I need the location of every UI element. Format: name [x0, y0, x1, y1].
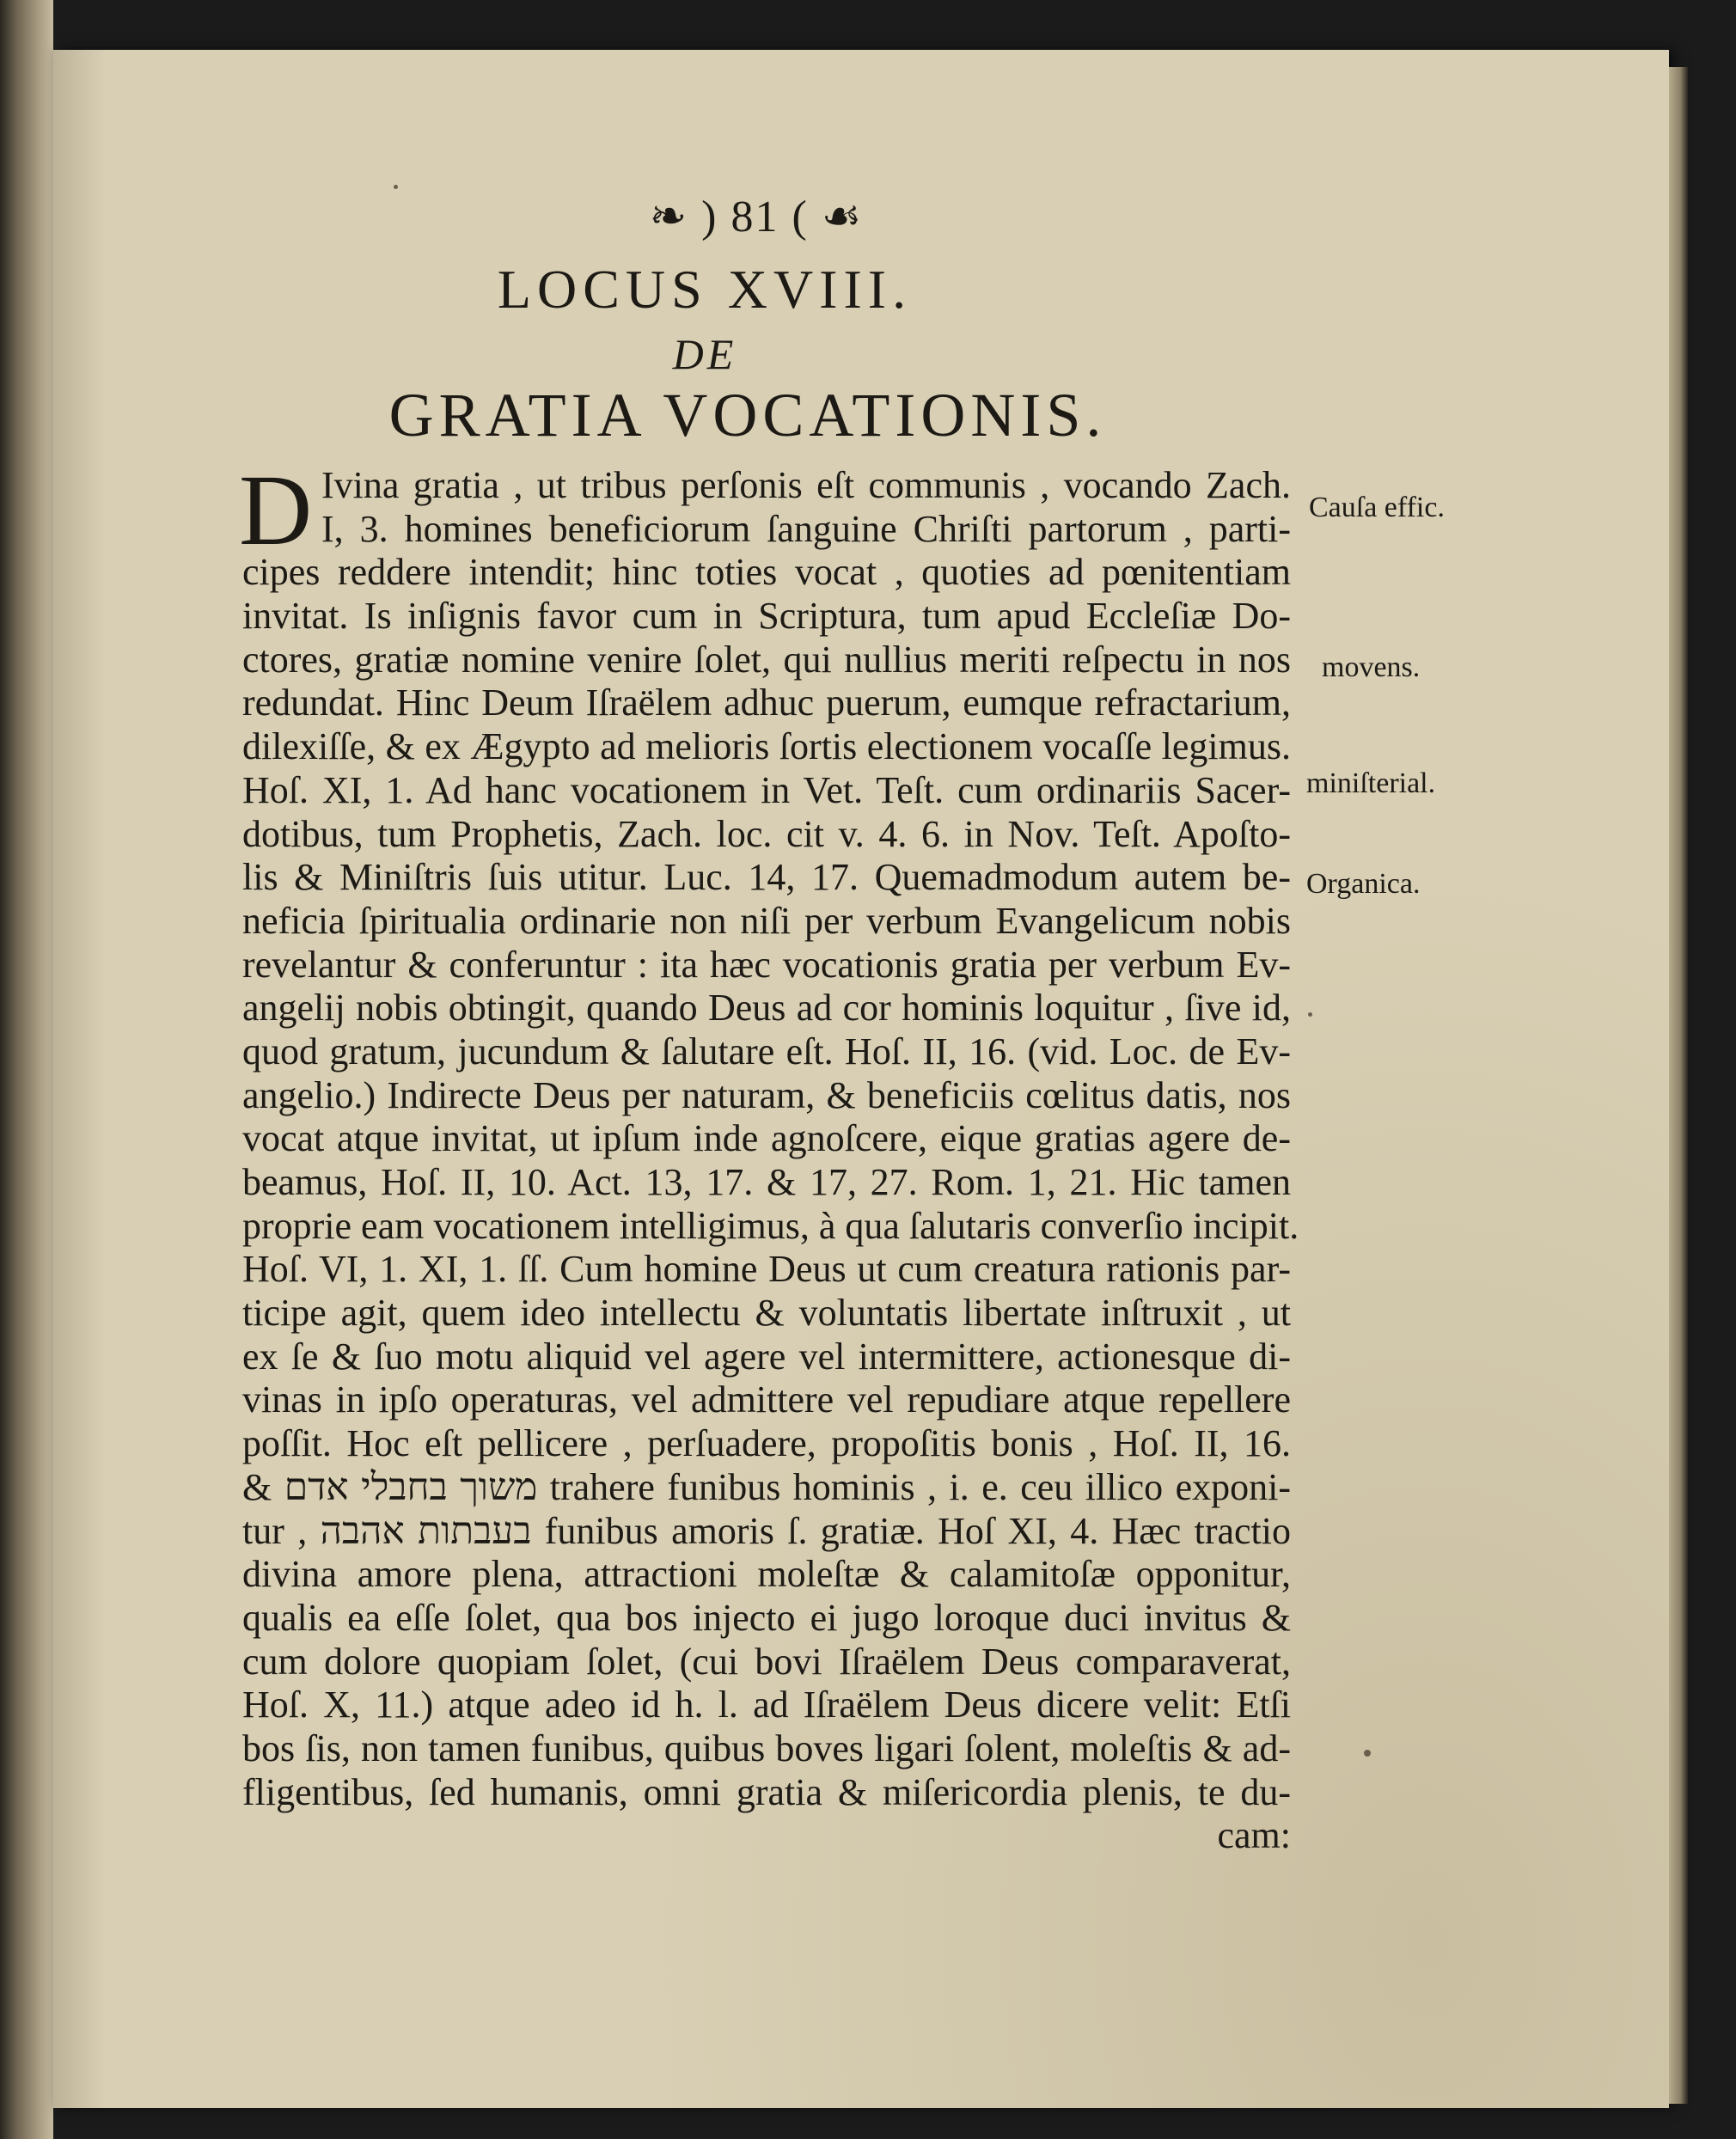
- catchword-line: cam:: [1217, 1814, 1291, 1857]
- margin-note: movens.: [1322, 651, 1421, 683]
- text-line: invitat. Is inſignis favor cum in Scriptura, tum apud Eccleſiæ Do-: [242, 595, 1291, 638]
- text-line: bos ſis, non tamen funibus, quibus boves ligari ſolent, moleſtis & ad-: [242, 1726, 1291, 1769]
- running-head: ❧ ) 81 ( ☙: [649, 193, 864, 241]
- facing-page-edge: [0, 0, 53, 2139]
- text-line: revelantur & conferuntur : ita hæc vocationis gratia per verbum Ev-: [242, 943, 1291, 986]
- text-line: & משוך בחבלי אדם trahere funibus hominis , i. e. ceu illico exponi-: [242, 1465, 1291, 1508]
- de-title: DE: [672, 330, 737, 378]
- page-edge-shadow: [1669, 67, 1688, 2104]
- text-line: quod gratum, jucundum & ſalutare eſt. Hoſ. II, 16. (vid. Loc. de Ev-: [242, 1030, 1291, 1073]
- drop-cap: D: [239, 454, 313, 566]
- chapter-title: GRATIA VOCATIONIS.: [388, 381, 1107, 449]
- text-line: ex ſe & ſuo motu aliquid vel agere vel intermittere, actionesque di-: [242, 1335, 1291, 1378]
- text-line: angelij nobis obtingit, quando Deus ad cor hominis loquitur , ſive id,: [242, 987, 1291, 1030]
- text-line: neficia ſpiritualia ordinarie non niſi per verbum Evangelicum nobis: [242, 899, 1291, 942]
- text-line: beamus, Hoſ. II, 10. Act. 13, 17. & 17, 27. Rom. 1, 21. Hic tamen: [242, 1161, 1291, 1203]
- margin-note: Cauſa effic.: [1309, 492, 1445, 523]
- text-line: proprie eam vocationem intelligimus, à qua ſalutaris converſio incipit.: [242, 1204, 1299, 1247]
- text-line: tur , בעבתות אהבה funibus amoris ſ. gratiæ. Hoſ XI, 4. Hæc tractio: [242, 1509, 1292, 1552]
- text-line: poſſit. Hoc eſt pellicere , perſuadere, propoſitis bonis , Hoſ. II, 16.: [242, 1422, 1291, 1465]
- text-line: ctores, gratiæ nomine venire ſolet, qui nullius meriti reſpectu in nos: [242, 638, 1291, 681]
- text-line: vinas in ipſo operaturas, vel admittere vel repudiare atque repellere: [242, 1378, 1291, 1421]
- text-line: vocat atque invitat, ut ipſum inde agnoſcere, eique gratias agere de-: [242, 1117, 1291, 1160]
- text-line: dilexiſſe, & ex Ægypto ad melioris ſortis electionem vocaſſe legimus.: [242, 725, 1291, 768]
- ink-speck: [1364, 1750, 1371, 1757]
- text-line: ticipe agit, quem ideo intellectu & voluntatis libertate inſtruxit , ut: [242, 1292, 1291, 1335]
- text-line: angelio.) Indirecte Deus per naturam, & beneficiis cœlitus datis, nos: [242, 1073, 1291, 1116]
- margin-note: Organica.: [1306, 868, 1421, 900]
- body-text: [239, 454, 1299, 1858]
- text-line: Hoſ. VI, 1. XI, 1. ſſ. Cum homine Deus ut cum creatura rationis par-: [242, 1248, 1291, 1291]
- text-line: qualis ea eſſe ſolet, qua bos injecto ei jugo loroque duci invitus &: [242, 1596, 1291, 1639]
- text-line: divina amore plena, attractioni moleſtæ & calamitoſæ opponitur,: [242, 1553, 1291, 1596]
- margin-note: miniſterial.: [1306, 767, 1436, 799]
- ink-speck: [394, 185, 398, 189]
- text-line: cum dolore quopiam ſolet, (cui bovi Iſraëlem Deus comparaverat,: [242, 1640, 1291, 1683]
- text-line: dotibus, tum Prophetis, Zach. loc. cit v. 4. 6. in Nov. Teſt. Apoſto-: [242, 812, 1291, 855]
- text-line: fligentibus, ſed humanis, omni gratia & miſericordia plenis, te du-: [242, 1770, 1291, 1813]
- text-line: Hoſ. XI, 1. Ad hanc vocationem in Vet. Teſt. cum ordinariis Sacer-: [242, 768, 1291, 811]
- text-line: Ivina gratia , ut tribus perſonis eſt communis , vocando Zach.: [321, 464, 1291, 506]
- text-line: cipes reddere intendit; hinc toties vocat , quoties ad pœnitentiam: [242, 551, 1291, 594]
- text-line: I, 3. homines beneficiorum ſanguine Chriſti partorum , parti-: [321, 507, 1291, 550]
- text-line: lis & Miniſtris ſuis utitur. Luc. 14, 17. Quemadmodum autem be-: [242, 856, 1291, 899]
- locus-title: LOCUS XVIII.: [497, 259, 913, 320]
- text-line: redundat. Hinc Deum Iſraëlem adhuc puerum, eumque refractarium,: [242, 681, 1291, 724]
- text-line: Hoſ. X, 11.) atque adeo id h. l. ad Iſraëlem Deus dicere velit: Etſi: [242, 1684, 1291, 1726]
- ink-speck: [1308, 1012, 1312, 1017]
